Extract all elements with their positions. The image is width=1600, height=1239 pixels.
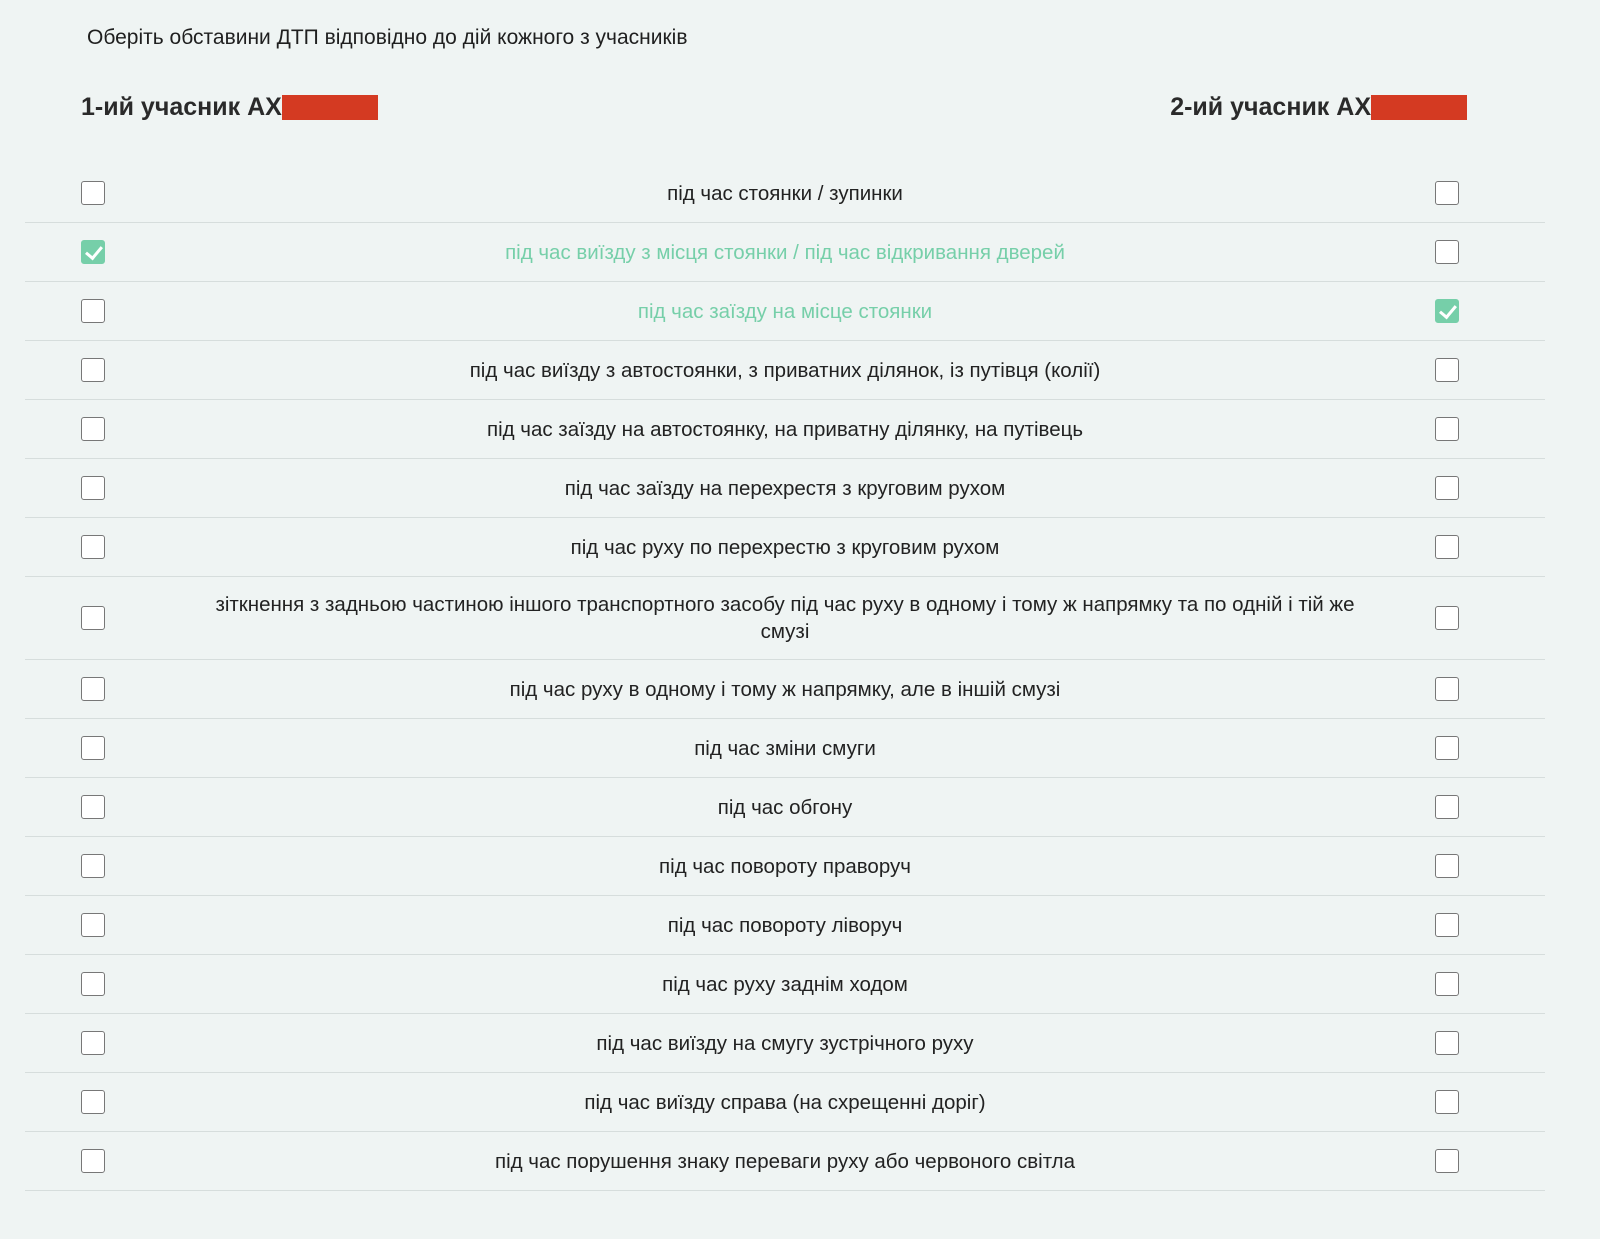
participant-1-checkbox[interactable]: [81, 972, 105, 996]
circumstance-row-6: [25, 518, 1545, 577]
participant-2-checkbox[interactable]: [1435, 417, 1459, 441]
circumstance-label: під час руху в одному і тому ж напрямку, але в іншій смузі: [509, 677, 1061, 701]
participant-1-checkbox[interactable]: [81, 240, 105, 264]
participant-2-checkbox[interactable]: [1435, 854, 1459, 878]
participant-1-checkbox[interactable]: [81, 736, 105, 760]
participant-1-label: 1-ий учасник AX: [81, 93, 282, 121]
participant-2-checkbox[interactable]: [1435, 299, 1459, 323]
circumstance-label: під час порушення знаку переваги руху або червоного світла: [494, 1149, 1076, 1173]
circumstance-label: під час руху заднім ходом: [662, 972, 908, 996]
circumstance-row-5: [25, 459, 1545, 518]
instruction-text: Оберіть обставини ДТП відповідно до дій кожного з учасників: [87, 26, 688, 49]
circumstance-label: під час виїзду з автостоянки, з приватних ділянок, із путівця (колії): [469, 358, 1101, 382]
redacted-plate-1: [282, 95, 378, 120]
redacted-plate-2: [1371, 95, 1467, 120]
participant-1-checkbox[interactable]: [81, 795, 105, 819]
participant-1-checkbox[interactable]: [81, 417, 105, 441]
circumstance-row-0: [25, 164, 1545, 223]
circumstance-row-10: [25, 778, 1545, 837]
circumstance-label: під час заїзду на перехрестя з круговим рухом: [564, 476, 1006, 500]
participant-2-checkbox[interactable]: [1435, 677, 1459, 701]
circumstance-row-2: [25, 282, 1545, 341]
circumstance-label: під час повороту ліворуч: [667, 913, 903, 937]
circumstance-label: під час виїзду справа (на схрещенні доріг): [584, 1090, 986, 1114]
circumstance-label: під час зміни смуги: [694, 736, 876, 760]
participant-2-checkbox[interactable]: [1435, 1090, 1459, 1114]
circumstance-row-11: [25, 837, 1545, 896]
participant-1-checkbox[interactable]: [81, 358, 105, 382]
participant-1-checkbox[interactable]: [81, 913, 105, 937]
participant-2-checkbox[interactable]: [1435, 1149, 1459, 1173]
participant-1-checkbox[interactable]: [81, 1090, 105, 1114]
participant-1-checkbox[interactable]: [81, 535, 105, 559]
participant-1-header: [81, 93, 378, 122]
circumstance-row-14: [25, 1014, 1545, 1073]
participant-1-checkbox[interactable]: [81, 1149, 105, 1173]
circumstance-row-8: [25, 660, 1545, 719]
participant-2-checkbox[interactable]: [1435, 358, 1459, 382]
circumstance-row-9: [25, 719, 1545, 778]
participant-2-label: 2-ий учасник AX: [1170, 93, 1371, 121]
participant-2-checkbox[interactable]: [1435, 240, 1459, 264]
participant-1-checkbox[interactable]: [81, 606, 105, 630]
circumstance-row-7: [25, 577, 1545, 660]
participant-2-checkbox[interactable]: [1435, 476, 1459, 500]
participant-1-checkbox[interactable]: [81, 854, 105, 878]
circumstance-row-15: [25, 1073, 1545, 1132]
participant-2-checkbox[interactable]: [1435, 913, 1459, 937]
participant-2-checkbox[interactable]: [1435, 972, 1459, 996]
circumstance-label: зіткнення з задньою частиною іншого транспортного засобу під час руху в одному і тому ж напрямку та по одній і тій же смузі: [215, 593, 1355, 643]
participant-2-checkbox[interactable]: [1435, 736, 1459, 760]
participant-1-checkbox[interactable]: [81, 299, 105, 323]
participant-2-checkbox[interactable]: [1435, 795, 1459, 819]
participant-1-checkbox[interactable]: [81, 181, 105, 205]
circumstance-label: під час виїзду на смугу зустрічного руху: [596, 1031, 974, 1055]
participant-2-checkbox[interactable]: [1435, 181, 1459, 205]
participant-2-checkbox[interactable]: [1435, 535, 1459, 559]
circumstance-row-3: [25, 341, 1545, 400]
circumstance-row-1: [25, 223, 1545, 282]
participant-1-checkbox[interactable]: [81, 1031, 105, 1055]
circumstance-label: під час стоянки / зупинки: [667, 181, 903, 205]
circumstance-label: під час руху по перехрестю з круговим рухом: [570, 535, 1000, 559]
circumstance-row-12: [25, 896, 1545, 955]
circumstance-label: під час обгону: [717, 795, 853, 819]
circumstance-row-4: [25, 400, 1545, 459]
circumstance-label: під час заїзду на місце стоянки: [637, 299, 933, 323]
circumstance-row-13: [25, 955, 1545, 1014]
circumstance-label: під час повороту праворуч: [659, 854, 911, 878]
participant-1-checkbox[interactable]: [81, 677, 105, 701]
participant-1-checkbox[interactable]: [81, 476, 105, 500]
participant-2-header: [1170, 93, 1467, 122]
participant-2-checkbox[interactable]: [1435, 1031, 1459, 1055]
circumstances-list: [25, 164, 1545, 1191]
participant-2-checkbox[interactable]: [1435, 606, 1459, 630]
circumstance-row-16: [25, 1132, 1545, 1191]
circumstance-label: під час виїзду з місця стоянки / під час відкривання дверей: [505, 240, 1065, 264]
circumstance-label: під час заїзду на автостоянку, на приватну ділянку, на путівець: [486, 417, 1084, 441]
